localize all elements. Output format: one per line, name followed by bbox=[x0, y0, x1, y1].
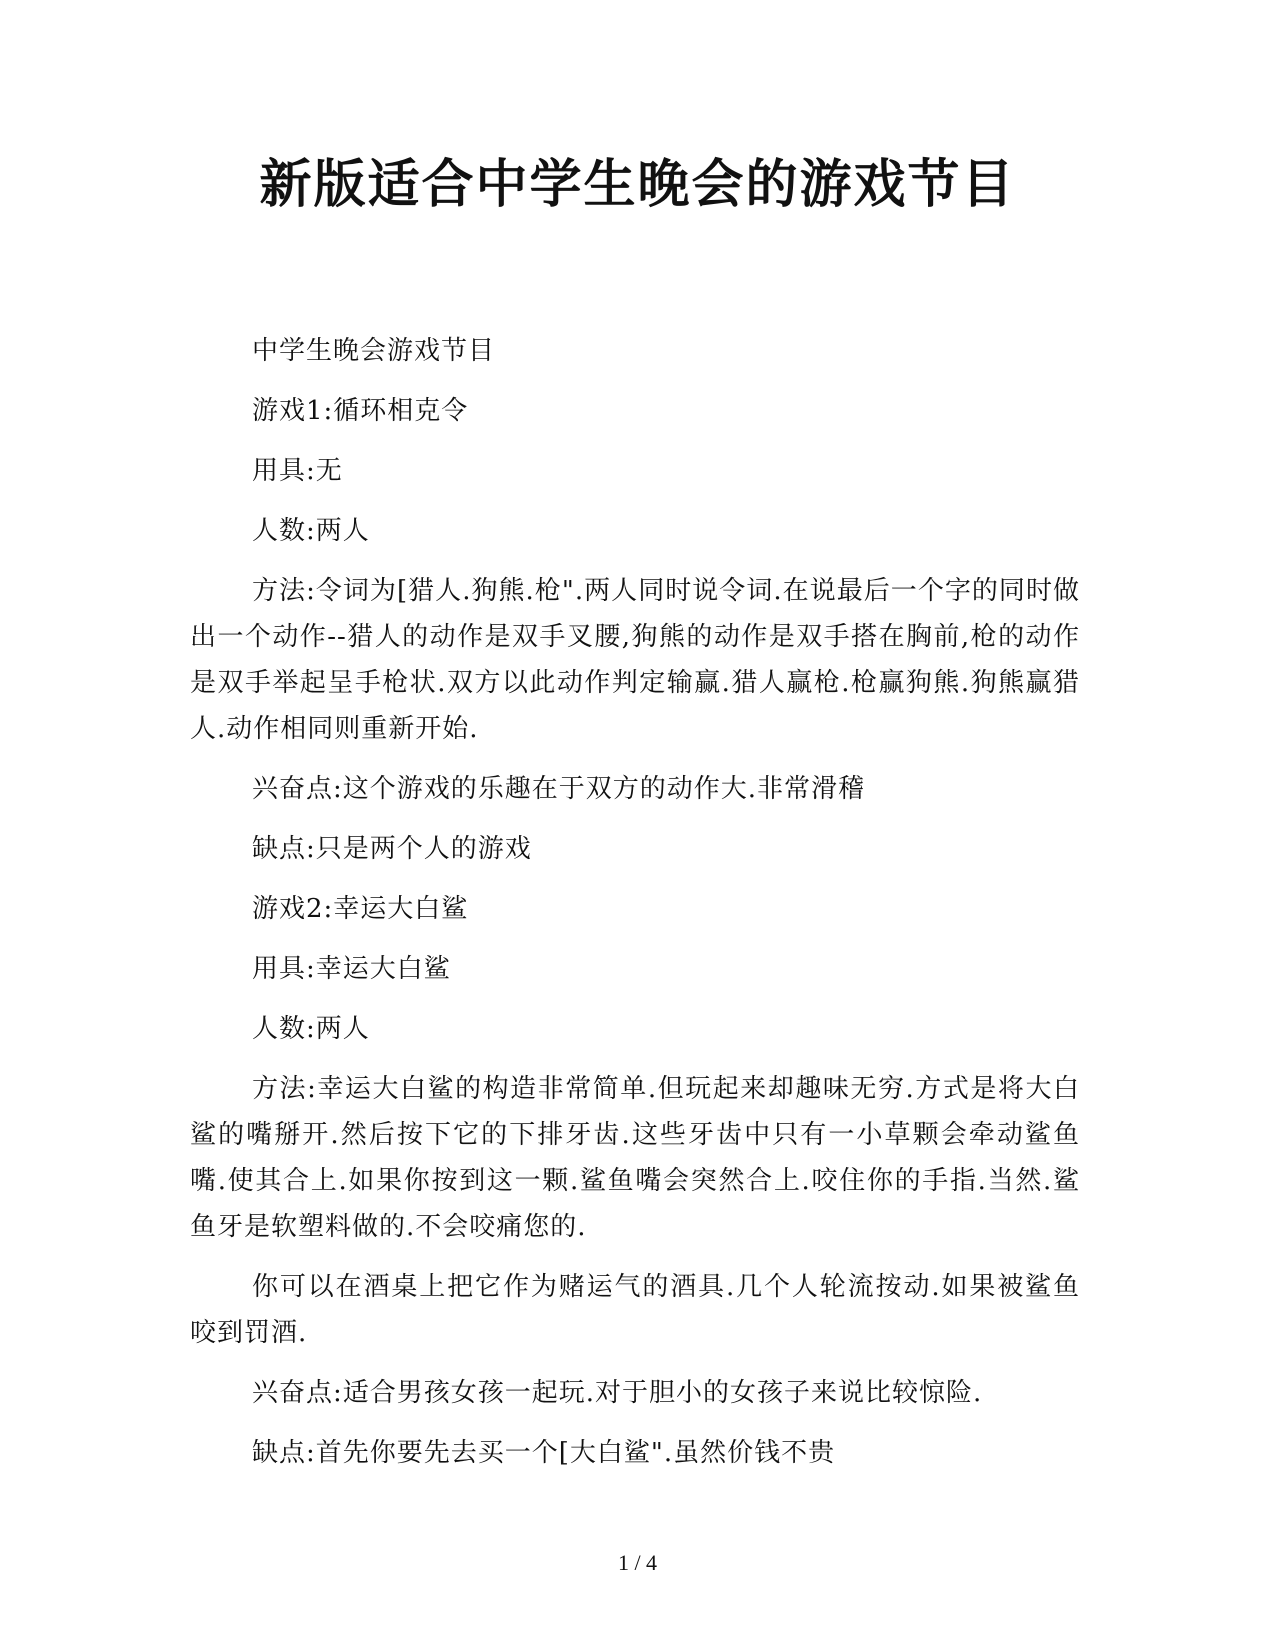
document-body bbox=[190, 328, 1080, 1490]
paragraph-game1-method: 方法:令词为[猎人.狗熊.枪".两人同时说令词.在说最后一个字的同时做出一个动作--猎人的动作是双手叉腰,狗熊的动作是双手搭在胸前,枪的动作是双手举起呈手枪状.双方以此动作判定输赢.猎人赢枪.枪赢狗熊.狗熊赢猎人.动作相同则重新开始. bbox=[190, 576, 1080, 744]
paragraph-game2-props: 用具:幸运大白鲨 bbox=[252, 954, 451, 984]
paragraph-game2-method: 方法:幸运大白鲨的构造非常简单.但玩起来却趣味无穷.方式是将大白鲨的嘴掰开.然后按下它的下排牙齿.这些牙齿中只有一小草颗会牵动鲨鱼嘴.使其合上.如果你按到这一颗.鲨鱼嘴会突然合上.咬住你的手指.当然.鲨鱼牙是软塑料做的.不会咬痛您的. bbox=[190, 1074, 1080, 1242]
paragraph-game2-title: 游戏2:幸运大白鲨 bbox=[252, 894, 469, 924]
paragraph-section-heading: 中学生晚会游戏节目 bbox=[252, 336, 496, 366]
paragraph-game2-highlight: 兴奋点:适合男孩女孩一起玩.对于胆小的女孩子来说比较惊险. bbox=[252, 1378, 983, 1408]
paragraph-game1-players: 人数:两人 bbox=[252, 516, 370, 546]
paragraph-game2-drinking: 你可以在酒桌上把它作为赌运气的酒具.几个人轮流按动.如果被鲨鱼咬到罚酒. bbox=[190, 1272, 1080, 1348]
paragraph-game2-drawback: 缺点:首先你要先去买一个[大白鲨".虽然价钱不贵 bbox=[252, 1438, 836, 1468]
paragraph-game1-drawback: 缺点:只是两个人的游戏 bbox=[252, 834, 532, 864]
document-title: 新版适合中学生晚会的游戏节目 bbox=[259, 154, 1016, 215]
paragraph-game1-props: 用具:无 bbox=[252, 456, 343, 486]
paragraph-game1-highlight: 兴奋点:这个游戏的乐趣在于双方的动作大.非常滑稽 bbox=[252, 774, 866, 804]
paragraph-game2-players: 人数:两人 bbox=[252, 1014, 370, 1044]
paragraph-game1-title: 游戏1:循环相克令 bbox=[252, 396, 469, 426]
page-number: 1 / 4 bbox=[617, 1550, 658, 1575]
